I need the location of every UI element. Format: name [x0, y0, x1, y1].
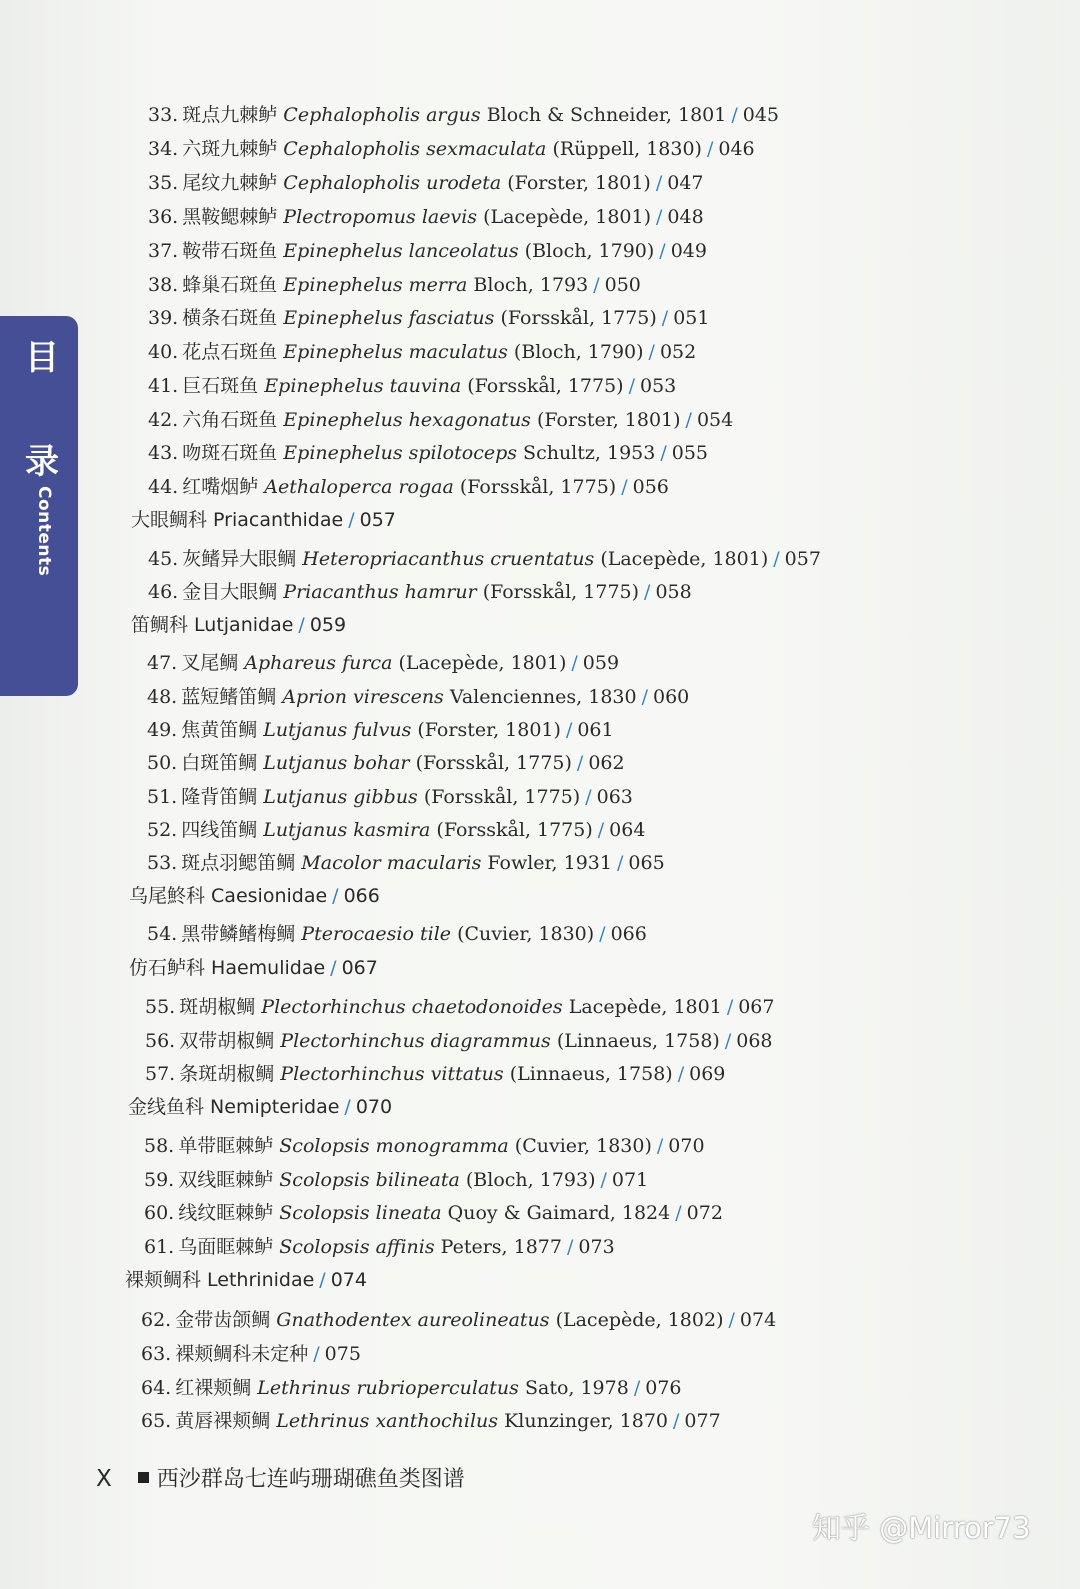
authority: (Forster, 1801) [536, 409, 681, 431]
slash-separator: / [319, 1269, 326, 1291]
authority: Bloch, 1793 [473, 274, 589, 296]
page-ref: 073 [578, 1236, 615, 1258]
entry-number: 41. [148, 375, 179, 397]
authority: (Lacepède, 1801) [600, 548, 769, 570]
authority: (Forster, 1801) [507, 172, 651, 194]
chinese-name: 隆背笛鲷 [181, 786, 258, 808]
authority: (Forsskål, 1775) [467, 375, 624, 397]
chinese-name: 花点石斑鱼 [182, 341, 278, 363]
page-ref: 059 [309, 614, 347, 636]
toc-entry [144, 1200, 723, 1226]
authority: (Forsskål, 1775) [482, 581, 640, 603]
entry-number: 39. [148, 307, 179, 329]
page-ref: 068 [736, 1030, 773, 1052]
entry-number: 50. [147, 752, 178, 774]
slash-separator: / [600, 1169, 607, 1191]
slash-separator: / [648, 341, 655, 363]
page-ref: 053 [640, 375, 677, 397]
chinese-name: 黄唇裸颊鲷 [175, 1410, 271, 1432]
authority: Bloch & Schneider, 1801 [486, 104, 727, 126]
scientific-name: Epinephelus tauvina [264, 375, 462, 397]
entry-number: 60. [144, 1202, 175, 1224]
toc-entry [148, 373, 676, 399]
side-tab-char-1: 目 [25, 338, 59, 378]
page-ref: 050 [604, 274, 641, 296]
slash-separator: / [616, 852, 624, 874]
authority: (Lacepède, 1801) [483, 206, 651, 228]
entry-number: 61. [144, 1236, 175, 1258]
scientific-name: Cephalopholis argus [283, 104, 481, 126]
toc-entry [141, 1307, 776, 1333]
slash-separator: / [655, 172, 663, 194]
scientific-name: Epinephelus merra [283, 274, 468, 296]
authority: (Bloch, 1790) [513, 341, 644, 363]
chinese-name: 吻斑石斑鱼 [182, 442, 278, 464]
authority: Valenciennes, 1830 [449, 686, 637, 708]
chinese-name: 六斑九棘鲈 [182, 138, 278, 160]
entry-number: 52. [147, 819, 178, 841]
entry-number: 38. [148, 274, 179, 296]
slash-separator: / [344, 1096, 351, 1118]
scientific-name: Lutjanus fulvus [263, 719, 412, 741]
toc-entry [145, 994, 774, 1020]
entry-number: 55. [145, 996, 176, 1018]
entry-number: 62. [141, 1309, 172, 1331]
family-label: 仿石鲈科 Haemulidae [129, 957, 326, 979]
toc-entry [145, 1061, 725, 1087]
toc-entry [141, 1375, 682, 1401]
entry-number: 64. [141, 1377, 172, 1399]
page-ref: 061 [577, 719, 614, 741]
entry-number: 65. [141, 1410, 172, 1432]
entry-number: 47. [147, 652, 178, 674]
chinese-name: 斑点羽鳃笛鲷 [181, 852, 296, 874]
chinese-name: 四线笛鲷 [181, 819, 258, 841]
scientific-name: Plectropomus laevis [283, 206, 478, 228]
chinese-name: 蓝短鳍笛鲷 [181, 686, 277, 708]
authority: (Lacepède, 1802) [555, 1309, 724, 1331]
scientific-name: Aphareus furca [244, 652, 393, 674]
entry-number: 44. [148, 476, 179, 498]
authority: (Lacepède, 1801) [398, 652, 567, 674]
slash-separator: / [313, 1343, 320, 1365]
authority: (Forsskål, 1775) [423, 786, 581, 808]
chinese-name: 红裸颊鲷 [175, 1377, 252, 1399]
toc-entry [147, 750, 625, 776]
page-ref: 058 [655, 581, 692, 603]
slash-separator: / [724, 1030, 732, 1052]
chinese-name: 灰鳍异大眼鲷 [182, 548, 297, 570]
chinese-name: 双带胡椒鲷 [179, 1030, 275, 1052]
page-ref: 059 [582, 652, 620, 674]
slash-separator: / [677, 1063, 685, 1085]
slash-separator: / [728, 1309, 735, 1331]
toc-entry [147, 817, 645, 843]
chinese-name: 白斑笛鲷 [181, 752, 258, 774]
chinese-name: 蜂巢石斑鱼 [182, 274, 278, 296]
toc-entry [147, 921, 647, 947]
family-label: 金线鱼科 Nemipteridae [128, 1096, 340, 1118]
authority: Schultz, 1953 [523, 442, 656, 464]
scientific-name: Aprion virescens [282, 686, 444, 708]
page-ref: 070 [355, 1096, 393, 1118]
entry-number: 46. [148, 581, 179, 603]
page-ref: 074 [739, 1309, 777, 1331]
entry-number: 56. [145, 1030, 176, 1052]
page-ref: 077 [684, 1410, 721, 1432]
slash-separator: / [348, 509, 355, 531]
toc-entry [148, 546, 821, 572]
entry-number: 40. [148, 341, 179, 363]
authority: (Cuvier, 1830) [514, 1135, 652, 1157]
scientific-name: Lethrinus xanthochilus [276, 1410, 499, 1432]
entry-number: 57. [145, 1063, 176, 1085]
slash-separator: / [298, 614, 305, 636]
toc-entry [144, 1234, 615, 1260]
chinese-name: 黑鞍鳃棘鲈 [182, 206, 278, 228]
entry-number: 49. [147, 719, 178, 741]
authority: Quoy & Gaimard, 1824 [447, 1202, 671, 1224]
slash-separator: / [599, 923, 606, 945]
scientific-name: Lutjanus kasmira [263, 819, 431, 841]
authority: (Forsskål, 1775) [415, 752, 572, 774]
page-ref: 074 [330, 1269, 367, 1291]
scientific-name: Epinephelus fasciatus [283, 307, 495, 329]
toc-entry [141, 1408, 721, 1434]
toc-family-heading [131, 507, 396, 533]
toc-entry [148, 339, 696, 365]
slash-separator: / [706, 138, 714, 160]
toc-entry [141, 1341, 361, 1367]
slash-separator: / [641, 686, 648, 708]
scientific-name: Plectorhinchus vittatus [280, 1063, 504, 1085]
page-ref: 063 [596, 786, 633, 808]
entry-number: 58. [144, 1135, 175, 1157]
scientific-name: Macolor macularis [301, 852, 482, 874]
page-ref: 057 [784, 548, 821, 570]
scientific-name: Scolopsis monogramma [279, 1135, 509, 1157]
slash-separator: / [656, 206, 663, 228]
entry-number: 33. [148, 104, 179, 126]
toc-entry [147, 650, 619, 676]
chinese-name: 乌面眶棘鲈 [178, 1236, 274, 1258]
page-ref: 057 [359, 509, 396, 531]
authority: (Bloch, 1793) [465, 1169, 596, 1191]
authority: (Cuvier, 1830) [457, 923, 595, 945]
scientific-name: Aethaloperca rogaa [264, 476, 454, 498]
toc-entry [148, 136, 755, 162]
family-label: 乌尾鮗科 Caesionidae [129, 885, 328, 907]
chinese-name: 巨石斑鱼 [182, 375, 259, 397]
entry-number: 51. [147, 786, 178, 808]
chinese-name: 金带齿颌鲷 [175, 1309, 271, 1331]
toc-entry [144, 1133, 705, 1159]
scientific-name: Lutjanus bohar [263, 752, 410, 774]
toc-family-heading [125, 1267, 367, 1293]
scientific-name: Lethrinus rubrioperculatus [257, 1377, 519, 1399]
toc-entry [148, 440, 708, 466]
slash-separator: / [332, 885, 339, 907]
scientific-name: Cephalopholis urodeta [283, 172, 502, 194]
chinese-name: 叉尾鲷 [181, 652, 239, 674]
scientific-name: Gnathodentex aureolineatus [276, 1309, 550, 1331]
authority: (Forsskål, 1775) [500, 307, 657, 329]
toc-entry [147, 784, 633, 810]
entry-number: 63. [141, 1343, 172, 1365]
entry-number: 59. [144, 1169, 175, 1191]
page-ref: 066 [610, 923, 647, 945]
page-ref: 047 [667, 172, 704, 194]
toc-family-heading [129, 883, 380, 909]
slash-separator: / [633, 1377, 641, 1399]
family-label: 大眼鲷科 Priacanthidae [131, 509, 344, 531]
slash-separator: / [685, 409, 692, 431]
page-footer [96, 1462, 465, 1493]
scientific-name: Pterocaesio tile [301, 923, 452, 945]
toc-entry [148, 579, 692, 605]
entry-number: 37. [148, 240, 179, 262]
toc-entry [145, 1028, 773, 1054]
scientific-name: Priacanthus hamrur [283, 581, 477, 603]
entry-number: 34. [148, 138, 179, 160]
chinese-name: 线纹眶棘鲈 [178, 1202, 274, 1224]
authority: Sato, 1978 [524, 1377, 629, 1399]
toc-entry [144, 1167, 648, 1193]
chinese-name: 金目大眼鲷 [182, 581, 278, 603]
slash-separator: / [593, 274, 600, 296]
slash-separator: / [773, 548, 780, 570]
slash-separator: / [644, 581, 651, 603]
slash-separator: / [656, 1135, 664, 1157]
entry-number: 54. [147, 923, 178, 945]
slash-separator: / [660, 442, 667, 464]
toc-family-heading [131, 612, 346, 638]
entry-number: 45. [148, 548, 179, 570]
slash-separator: / [661, 307, 669, 329]
scientific-name: Cephalopholis sexmaculata [283, 138, 547, 160]
page-ref: 049 [670, 240, 707, 262]
entry-number: 36. [148, 206, 179, 228]
chinese-name: 黑带鳞鳍梅鲷 [181, 923, 296, 945]
chinese-name: 双线眶棘鲈 [178, 1169, 274, 1191]
page-ref: 065 [628, 852, 665, 874]
page-ref: 048 [667, 206, 704, 228]
entry-number: 48. [147, 686, 178, 708]
authority: Lacepède, 1801 [568, 996, 722, 1018]
page-ref: 067 [738, 996, 775, 1018]
chinese-name: 红嘴烟鲈 [182, 476, 259, 498]
page-ref: 069 [689, 1063, 726, 1085]
page-number: X [96, 1466, 112, 1492]
slash-separator: / [565, 719, 573, 741]
chinese-name: 斑胡椒鲷 [179, 996, 256, 1018]
scientific-name: Epinephelus hexagonatus [283, 409, 531, 431]
family-label: 裸颊鲷科 Lethrinidae [125, 1269, 315, 1291]
entry-number: 43. [148, 442, 179, 464]
family-label: 笛鲷科 Lutjanidae [131, 614, 294, 636]
authority: (Forsskål, 1775) [459, 476, 617, 498]
scientific-name: Plectorhinchus chaetodonoides [261, 996, 563, 1018]
chinese-name: 六角石斑鱼 [182, 409, 278, 431]
authority: (Forsskål, 1775) [436, 819, 593, 841]
entry-number: 35. [148, 172, 179, 194]
page-ref: 056 [632, 476, 669, 498]
slash-separator: / [628, 375, 635, 397]
scientific-name: Scolopsis bilineata [279, 1169, 460, 1191]
scientific-name: Lutjanus gibbus [263, 786, 418, 808]
chinese-name: 焦黄笛鲷 [181, 719, 258, 741]
toc-entry [147, 717, 614, 743]
chinese-name: 单带眶棘鲈 [178, 1135, 274, 1157]
authority: (Bloch, 1790) [524, 240, 655, 262]
entry-number: 53. [147, 852, 178, 874]
chinese-name: 横条石斑鱼 [182, 307, 278, 329]
slash-separator: / [585, 786, 592, 808]
page-ref: 060 [653, 686, 690, 708]
slash-separator: / [576, 752, 584, 774]
slash-separator: / [330, 957, 337, 979]
toc-entry [148, 238, 707, 264]
toc-entry [148, 170, 704, 196]
page-ref: 071 [611, 1169, 649, 1191]
toc-family-heading [129, 955, 378, 981]
entry-number: 42. [148, 409, 179, 431]
side-tab-char-2: 录 [25, 442, 59, 482]
page-ref: 070 [668, 1135, 705, 1157]
toc-entry [148, 305, 709, 331]
page-ref: 055 [671, 442, 709, 464]
slash-separator: / [566, 1236, 574, 1258]
slash-separator: / [659, 240, 666, 262]
page-ref: 066 [343, 885, 380, 907]
authority: Klunzinger, 1870 [504, 1410, 668, 1432]
authority: (Linnaeus, 1758) [509, 1063, 673, 1085]
slash-separator: / [675, 1202, 682, 1224]
toc-entry [147, 684, 689, 710]
chinese-name: 条斑胡椒鲷 [179, 1063, 275, 1085]
scientific-name: Plectorhinchus diagrammus [280, 1030, 551, 1052]
side-tab-english: Contents [34, 486, 54, 577]
scientific-name: Epinephelus spilotoceps [283, 442, 517, 464]
page-ref: 051 [673, 307, 710, 329]
chinese-name: 鞍带石斑鱼 [182, 240, 278, 262]
page-ref: 054 [696, 409, 734, 431]
scientific-name: Scolopsis affinis [279, 1236, 435, 1258]
toc-family-heading [128, 1094, 392, 1120]
authority: (Linnaeus, 1758) [556, 1030, 720, 1052]
authority: (Forster, 1801) [417, 719, 561, 741]
slash-separator: / [673, 1410, 680, 1432]
slash-separator: / [621, 476, 628, 498]
toc-entry [148, 272, 641, 298]
authority: (Rüppell, 1830) [552, 138, 702, 160]
page-ref: 046 [718, 138, 755, 160]
toc-entry [147, 850, 665, 876]
chinese-name: 裸颊鲷科未定种 [175, 1343, 309, 1365]
chinese-name: 斑点九棘鲈 [182, 104, 278, 126]
page-ref: 064 [609, 819, 646, 841]
page-ref: 075 [324, 1343, 361, 1365]
toc-entry [148, 102, 779, 128]
slash-separator: / [726, 996, 734, 1018]
page-ref: 045 [742, 104, 780, 126]
slash-separator: / [597, 819, 605, 841]
page-ref: 067 [341, 957, 378, 979]
scientific-name: Heteropriacanthus cruentatus [302, 548, 595, 570]
slash-separator: / [571, 652, 578, 674]
slash-separator: / [731, 104, 738, 126]
authority: Fowler, 1931 [487, 852, 612, 874]
book-title: 西沙群岛七连屿珊瑚礁鱼类图谱 [156, 1467, 465, 1492]
toc-entry [148, 204, 704, 230]
chinese-name: 尾纹九棘鲈 [182, 172, 278, 194]
toc-entry [148, 474, 669, 500]
toc-entry [148, 407, 733, 433]
authority: Peters, 1877 [440, 1236, 562, 1258]
scientific-name: Scolopsis lineata [279, 1202, 442, 1224]
watermark: 知乎 @Mirror73 [812, 1511, 1031, 1545]
page-ref: 052 [659, 341, 697, 363]
scientific-name: Epinephelus lanceolatus [283, 240, 519, 262]
page-ref: 062 [588, 752, 625, 774]
scientific-name: Epinephelus maculatus [283, 341, 508, 363]
square-bullet-icon [138, 1472, 149, 1483]
page-ref: 076 [645, 1377, 682, 1399]
page-ref: 072 [686, 1202, 723, 1224]
